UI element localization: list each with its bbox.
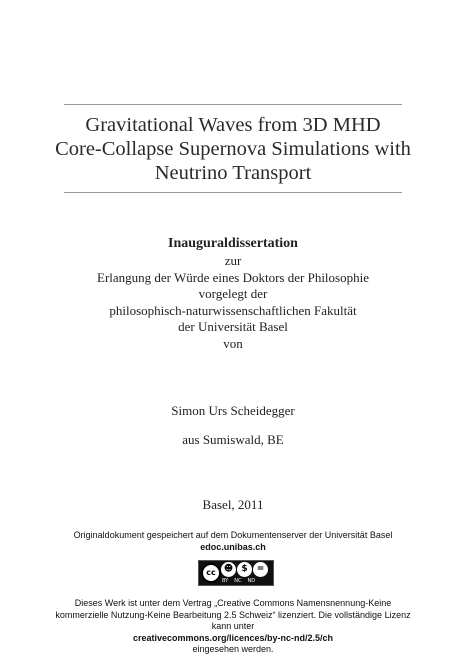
cc-license-badge[interactable]	[198, 560, 274, 586]
cc-logo-icon: cc	[201, 563, 221, 583]
license-line-5: eingesehen werden.	[192, 644, 274, 654]
place-date: Basel, 2011	[202, 497, 264, 512]
title-line-1: Gravitational Waves from 3D MHD	[85, 114, 381, 136]
license-text	[20, 598, 446, 656]
dissertation-block	[30, 235, 436, 352]
dissertation-line: von	[223, 335, 243, 351]
license-url-link[interactable]: creativecommons.org/licences/by-nc-nd/2.5/ch	[132, 632, 334, 643]
license-line-1: Dieses Werk ist unter dem Vertrag „Creative Commons Namensnennung-Keine	[74, 598, 392, 608]
title-bottom-rule	[64, 192, 402, 193]
dissertation-heading: Inauguraldissertation	[168, 236, 298, 251]
by-attribution-icon: ☻	[221, 562, 236, 577]
dissertation-line: der Universität Basel	[178, 319, 288, 334]
cc-condition-icons	[221, 562, 268, 577]
cc-codes	[222, 578, 255, 584]
archive-notice	[20, 530, 446, 553]
archive-host-link[interactable]: edoc.unibas.ch	[200, 541, 266, 552]
license-line-2: kommerzielle Nutzung-Keine Bearbeitung 2.5 Schweiz“ lizenziert. Die vollständige Lizenz	[55, 609, 411, 620]
thesis-title	[30, 113, 436, 185]
license-line-3: kann unter	[211, 621, 255, 631]
archive-notice-line: Originaldokument gespeichert auf dem Dokumentenserver der Universität Basel	[73, 530, 393, 540]
cc-code-nd: ND	[247, 578, 256, 584]
dissertation-line: Erlangung der Würde eines Doktors der Philosophie	[97, 269, 369, 285]
cc-code-by: BY	[222, 578, 229, 584]
title-line-2: Core-Collapse Supernova Simulations with	[55, 138, 411, 160]
author-origin: aus Sumiswald, BE	[182, 432, 284, 447]
author-name: Simon Urs Scheidegger	[171, 403, 295, 418]
cc-code-nc: NC	[234, 578, 242, 584]
title-line-3: Neutrino Transport	[154, 162, 312, 184]
nd-noderivatives-icon: =	[253, 562, 268, 577]
dissertation-line: vorgelegt der	[198, 286, 268, 301]
nc-noncommercial-icon: $	[237, 562, 252, 577]
dissertation-line: philosophisch-naturwissenschaftlichen Fakultät	[109, 302, 357, 318]
dissertation-line: zur	[224, 253, 242, 268]
title-top-rule	[64, 104, 402, 105]
